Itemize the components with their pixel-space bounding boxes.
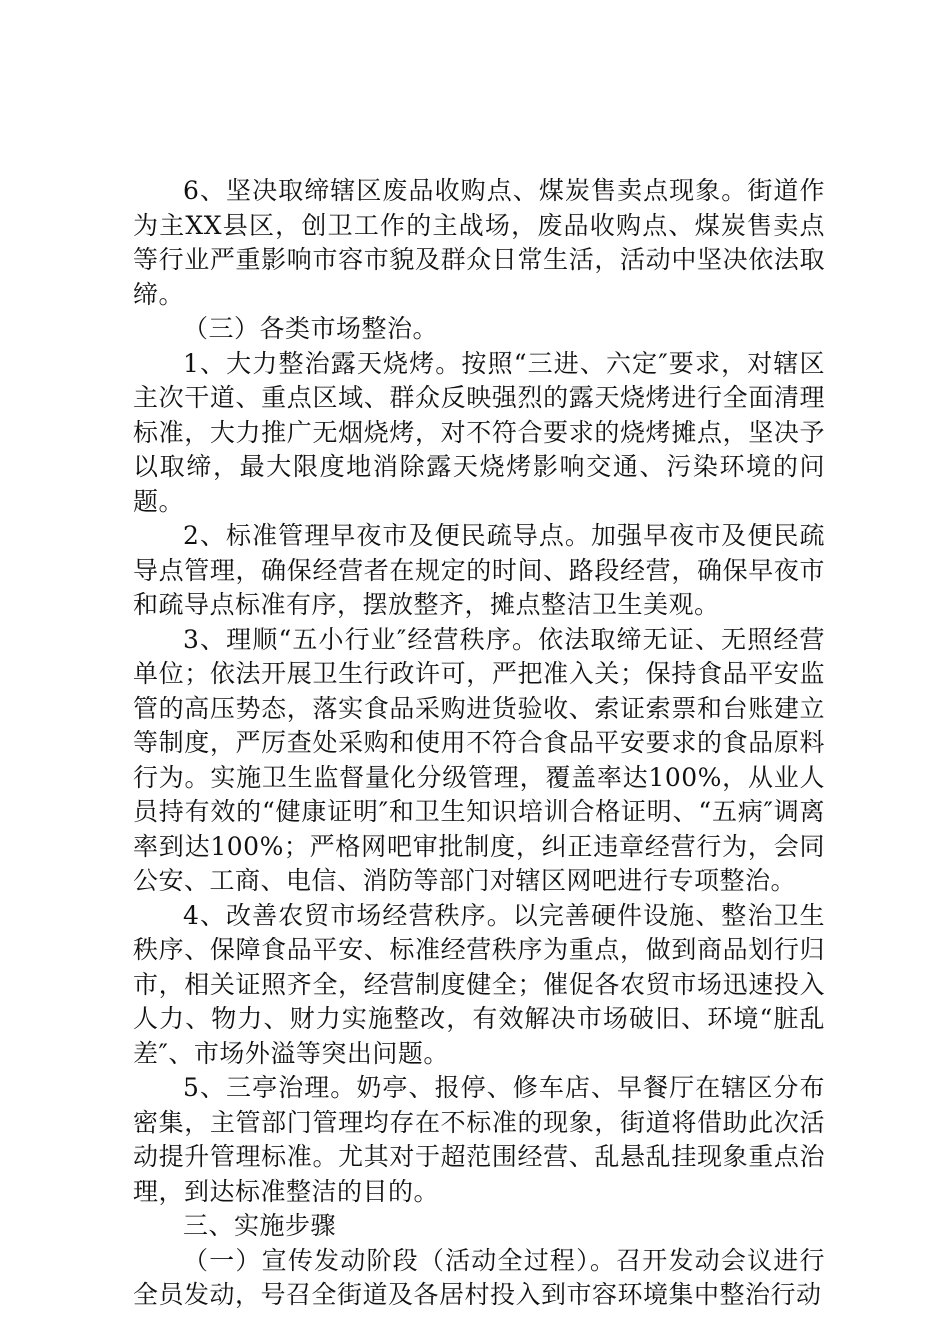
paragraph-item-5: 5、三亭治理。奶亭、报停、修车店、早餐厅在辖区分布密集，主管部门管理均存在不标准的现象，街道将借助此次活动提升管理标准。尤其对于超范围经营、乱悬乱挂现象重点治理，到达标准整洁的目的。	[133, 1073, 825, 1206]
paragraph-step-1: （一）宣传发动阶段（活动全过程）。召开发动会议进行全员发动，号召全街道及各居村投入到市容环境集中整治行动	[133, 1245, 825, 1309]
document-body	[133, 174, 825, 1313]
section-heading-markets: （三）各类市场整治。	[183, 314, 439, 343]
paragraph-item-1: 1、大力整治露天烧烤。按照“三进、六定″要求，对辖区主次干道、重点区域、群众反映强烈的露天烧烤进行全面清理标准，大力推广无烟烧烤，对不符合要求的烧烤摊点，坚决予以取缔，最大限度地消除露天烧烤影响交通、污染环境的问题。	[133, 348, 825, 516]
paragraph-item-3: 3、理顺“五小行业″经营秩序。依法取缔无证、无照经营单位；依法开展卫生行政许可，严把准入关；保持食品平安监管的高压势态，落实食品采购进货验收、索证索票和台账建立等制度，严厉查处采购和使用不符合食品平安要求的食品原料行为。实施卫生监督量化分级管理，覆盖率达100%，从业人员持有效的“健康证明″和卫生知识培训合格证明、“五病″调离率到达100%；严格网吧审批制度，纠正违章经营行为，会同公安、工商、电信、消防等部门对辖区网吧进行专项整治。	[133, 624, 825, 895]
paragraph-item-2: 2、标准管理早夜市及便民疏导点。加强早夜市及便民疏导点管理，确保经营者在规定的时间、路段经营，确保早夜市和疏导点标准有序，摆放整齐，摊点整洁卫生美观。	[133, 521, 825, 619]
paragraph-item-4: 4、改善农贸市场经营秩序。以完善硬件设施、整治卫生秩序、保障食品平安、标准经营秩序为重点，做到商品划行归市，相关证照齐全，经营制度健全；催促各农贸市场迅速投入人力、物力、财力实施整改，有效解决市场破旧、环境“脏乱差″、市场外溢等突出问题。	[133, 900, 825, 1068]
section-heading-steps: 三、实施步骤	[183, 1211, 337, 1240]
paragraph-item-6: 6、坚决取缔辖区废品收购点、煤炭售卖点现象。街道作为主XX县区，创卫工作的主战场，废品收购点、煤炭售卖点等行业严重影响市容市貌及群众日常生活，活动中坚决依法取缔。	[133, 176, 825, 309]
